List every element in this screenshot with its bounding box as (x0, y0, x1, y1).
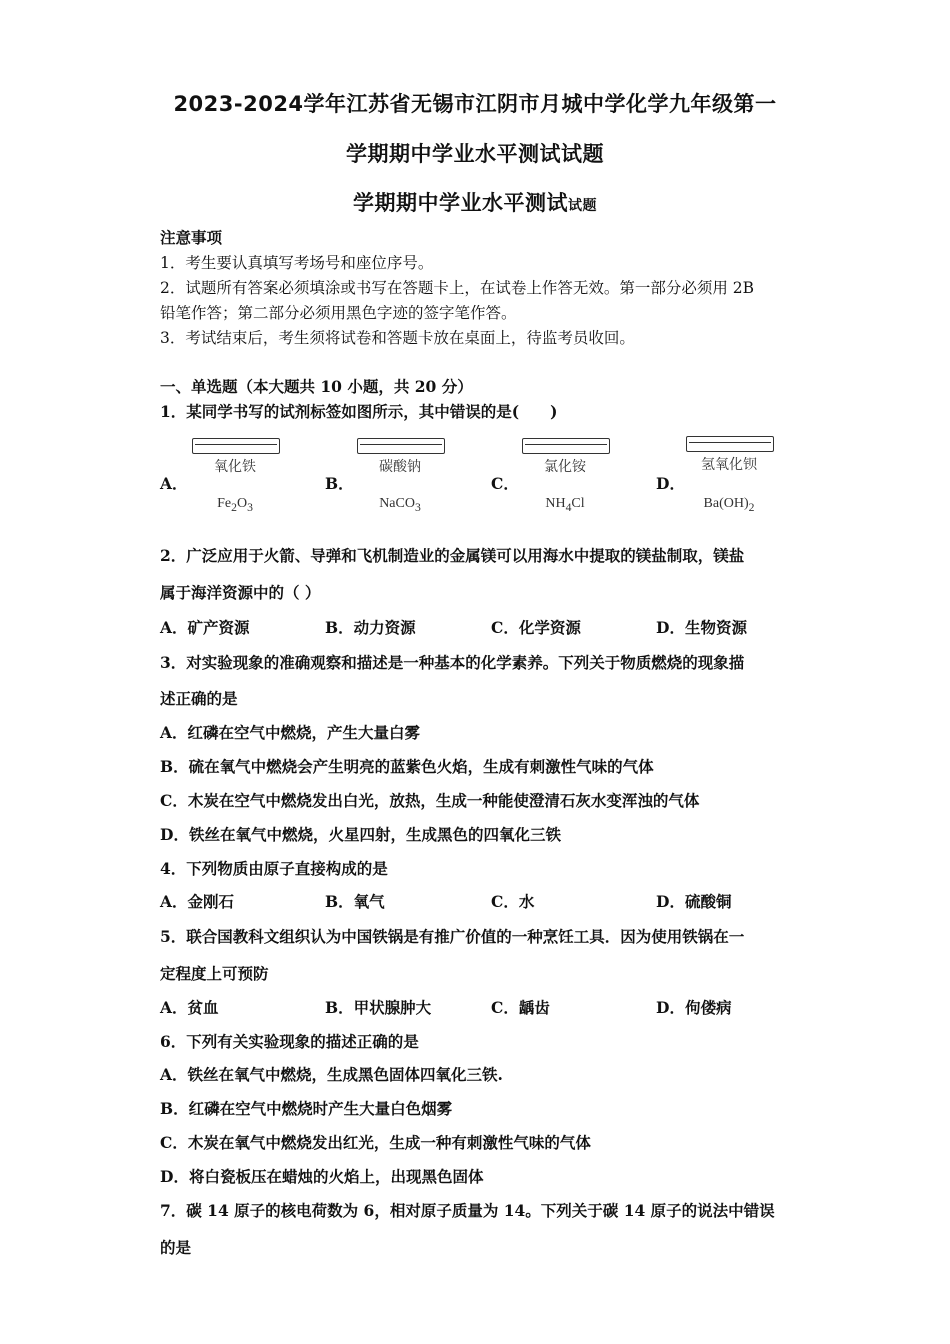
q6-option-b: B．红磷在空气中燃烧时产生大量白色烟雾 (160, 1099, 453, 1118)
q4-option-c: C．水 (491, 892, 535, 911)
q2-option-a: A．矿产资源 (160, 618, 250, 637)
reagent-name: 氧化铁 (214, 459, 256, 475)
q5-option-d: D．佝偻病 (656, 998, 732, 1017)
q6-stem: 6．下列有关实验现象的描述正确的是 (160, 1032, 419, 1051)
q3-option-c: C．木炭在空气中燃烧发出白光，放热，生成一种能使澄清石灰水变浑浊的气体 (160, 791, 700, 810)
reagent-name: 氯化铵 (544, 459, 586, 475)
notice-item: 2．试题所有答案必须填涂或书写在答题卡上，在试卷上作答无效。第一部分必须用 2B (160, 279, 755, 297)
q6-option-a: A．铁丝在氧气中燃烧，生成黑色固体四氧化三铁. (160, 1065, 503, 1084)
title-line-2: 学期期中学业水平测试试题 (346, 142, 604, 166)
option-letter: C． (491, 474, 519, 493)
reagent-formula: $Ba(OH)_2$ (703, 496, 755, 514)
notice-item: 1．考生要认真填写考场号和座位序号。 (160, 254, 434, 272)
reagent-label-icon (686, 436, 774, 452)
reagent-formula: $NH_4Cl$ (545, 496, 585, 514)
reagent-label-icon (192, 438, 280, 454)
q3-option-d: D．铁丝在氧气中燃烧，火星四射，生成黑色的四氧化三铁 (160, 825, 561, 844)
reagent-formula: $Fe_2O_3$ (217, 496, 253, 514)
reagent-label-icon (357, 438, 445, 454)
q2-stem-cont: 属于海洋资源中的（ ） (160, 583, 321, 602)
q7-stem-cont: 的是 (160, 1238, 192, 1257)
title-line-3 (0, 187, 950, 217)
q5-option-b: B．甲状腺肿大 (325, 998, 432, 1017)
title-line-3-main: 学期期中学业水平测试 (353, 191, 568, 215)
q6-option-c: C．木炭在氧气中燃烧发出红光，生成一种有刺激性气味的气体 (160, 1133, 591, 1152)
q3-option-b: B．硫在氧气中燃烧会产生明亮的蓝紫色火焰，生成有刺激性气味的气体 (160, 757, 654, 776)
reagent-label-icon (522, 438, 610, 454)
reagent-name: 碳酸钠 (379, 459, 421, 475)
q2-stem: 2．广泛应用于火箭、导弹和飞机制造业的金属镁可以用海水中提取的镁盐制取，镁盐 (160, 546, 745, 565)
q4-option-b: B．氧气 (325, 892, 385, 911)
q5-option-c: C．龋齿 (491, 998, 550, 1017)
q5-stem: 5．联合国教科文组织认为中国铁锅是有推广价值的一种烹饪工具．因为使用铁锅在一 (160, 927, 745, 946)
option-letter: B． (325, 474, 354, 493)
q2-option-d: D．生物资源 (656, 618, 747, 637)
q4-stem: 4．下列物质由原子直接构成的是 (160, 859, 388, 878)
q6-option-d: D．将白瓷板压在蜡烛的火焰上，出现黑色固体 (160, 1167, 484, 1186)
q1-stem: 1．某同学书写的试剂标签如图所示，其中错误的是( ) (160, 402, 558, 421)
option-letter: A． (160, 474, 188, 493)
q2-option-b: B．动力资源 (325, 618, 416, 637)
title-line-3-small: 试题 (568, 198, 597, 214)
option-letter: D． (656, 474, 685, 493)
q3-option-a: A．红磷在空气中燃烧，产生大量白雾 (160, 723, 421, 742)
title-line-1: 2023-2024学年江苏省无锡市江阴市月城中学化学九年级第一 (173, 92, 777, 116)
reagent-name: 氢氧化钡 (701, 457, 757, 473)
q5-stem-cont: 定程度上可预防 (160, 964, 269, 983)
q2-option-c: C．化学资源 (491, 618, 581, 637)
notice-heading: 注意事项 (160, 228, 223, 247)
q7-stem: 7．碳 14 原子的核电荷数为 6，相对原子质量为 14。下列关于碳 14 原子的说法中错误 (160, 1201, 775, 1220)
notice-item: 3．考试结束后，考生须将试卷和答题卡放在桌面上，待监考员收回。 (160, 329, 635, 347)
q4-option-a: A．金刚石 (160, 892, 235, 911)
q3-stem: 3．对实验现象的准确观察和描述是一种基本的化学素养。下列关于物质燃烧的现象描 (160, 653, 745, 672)
reagent-formula: NaCO$_3$ (379, 496, 421, 514)
q3-stem-cont: 述正确的是 (160, 689, 238, 708)
q5-option-a: A．贫血 (160, 998, 219, 1017)
q4-option-d: D．硫酸铜 (656, 892, 732, 911)
notice-item: 铅笔作答；第二部分必须用黑色字迹的签字笔作答。 (160, 304, 517, 322)
section-heading: 一、单选题（本大题共 10 小题，共 20 分） (160, 377, 473, 396)
